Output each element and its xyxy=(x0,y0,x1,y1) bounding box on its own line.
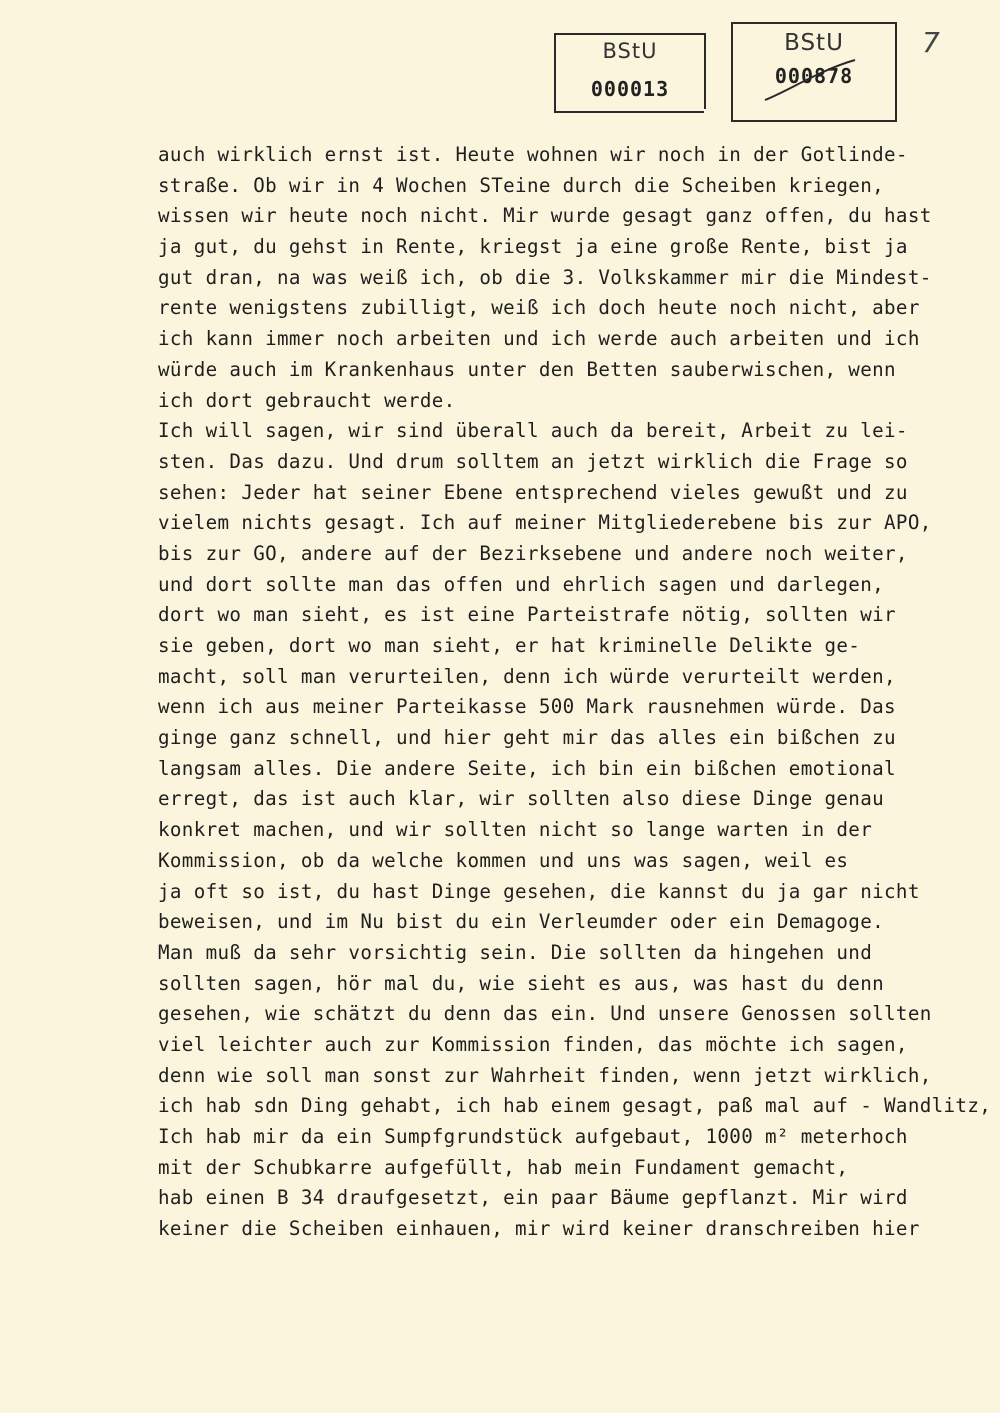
text-line: Ich hab mir da ein Sumpfgrundstück aufgebaut, 1000 m² meterhoch xyxy=(158,1125,908,1148)
text-line: dort wo man sieht, es ist eine Parteistrafe nötig, sollten wir xyxy=(158,603,896,627)
text-line: sie geben, dort wo man sieht, er hat kriminelle Delikte ge- xyxy=(158,634,861,657)
text-line: langsam alles. Die andere Seite, ich bin ein bißchen emotional xyxy=(158,756,896,780)
text-line: Kommission, ob da welche kommen und uns was sagen, weil es xyxy=(158,848,849,872)
text-line: beweisen, und im Nu bist du ein Verleumder oder ein Demagoge. xyxy=(158,910,885,934)
text-line: Ich will sagen, wir sind überall auch da bereit, Arbeit zu lei- xyxy=(158,419,908,443)
typed-body-text xyxy=(158,140,1000,1245)
text-line: ja oft so ist, du hast Dinge gesehen, die kannst du ja gar nicht xyxy=(158,879,920,903)
text-line: ginge ganz schnell, und hier geht mir das alles ein bißchen zu xyxy=(158,726,896,750)
archive-stamp-1 xyxy=(554,33,704,113)
text-line: macht, soll man verurteilen, denn ich würde verurteilt werden, xyxy=(158,664,896,688)
text-line: erregt, das ist auch klar, wir sollten also diese Dinge genau xyxy=(158,787,885,811)
text-line: rente wenigstens zubilligt, weiß ich doch heute noch nicht, aber xyxy=(158,296,920,320)
stamp-2-number: 000878 xyxy=(774,64,854,88)
text-line: gesehen, wie schätzt du denn das ein. Und unsere Genossen sollten xyxy=(158,1002,932,1026)
text-line: mit der Schubkarre aufgefüllt, hab mein Fundament gemacht, xyxy=(158,1155,849,1179)
text-line: wissen wir heute noch nicht. Mir wurde gesagt ganz offen, du hast xyxy=(158,204,932,228)
text-line: hab einen B 34 draufgesetzt, ein paar Bäume gepflanzt. Mir wird xyxy=(158,1186,908,1210)
stamp-strike-through xyxy=(760,55,860,105)
text-line: ja gut, du gehst in Rente, kriegst ja eine große Rente, bist ja xyxy=(158,235,908,259)
stamp-1-label: BStU xyxy=(602,39,658,63)
text-line: ich kann immer noch arbeiten und ich werde auch arbeiten und ich xyxy=(158,327,920,351)
text-line: sollten sagen, hör mal du, wie sieht es aus, was hast du denn xyxy=(158,971,885,995)
page-number: 7 xyxy=(922,26,940,59)
text-line: auch wirklich ernst ist. Heute wohnen wir noch in der Gotlinde- xyxy=(158,143,908,166)
text-line: gut dran, na was weiß ich, ob die 3. Volkskammer mir die Mindest- xyxy=(158,265,932,289)
text-line: bis zur GO, andere auf der Bezirksebene und andere noch weiter, xyxy=(158,541,908,565)
stamp-1-number: 000013 xyxy=(590,77,670,101)
text-line: würde auch im Krankenhaus unter den Betten sauberwischen, wenn xyxy=(158,357,896,381)
text-line: viel leichter auch zur Kommission finden, das möchte ich sagen, xyxy=(158,1032,908,1056)
text-line: Man muß da sehr vorsichtig sein. Die sollten da hingehen und xyxy=(158,940,873,964)
text-line: keiner die Scheiben einhauen, mir wird keiner dranschreiben hier xyxy=(158,1217,920,1241)
text-line: wenn ich aus meiner Parteikasse 500 Mark rausnehmen würde. Das xyxy=(158,695,896,719)
text-line: denn wie soll man sonst zur Wahrheit finden, wenn jetzt wirklich, xyxy=(158,1063,932,1087)
stamp-2-label: BStU xyxy=(784,30,844,56)
text-line: straße. Ob wir in 4 Wochen STeine durch die Scheiben kriegen, xyxy=(158,173,885,197)
text-line: vielem nichts gesagt. Ich auf meiner Mitgliederebene bis zur APO, xyxy=(158,511,932,535)
text-line: ich hab sdn Ding gehabt, ich hab einem gesagt, paß mal auf - Wandlitz, xyxy=(158,1094,992,1118)
text-line: und dort sollte man das offen und ehrlich sagen und darlegen, xyxy=(158,572,885,596)
text-line: konkret machen, und wir sollten nicht so lange warten in der xyxy=(158,818,873,842)
text-line: ich dort gebraucht werde. xyxy=(158,388,456,412)
text-line: sten. Das dazu. Und drum solltem an jetzt wirklich die Frage so xyxy=(158,449,908,473)
text-line: sehen: Jeder hat seiner Ebene entsprechend vieles gewußt und zu xyxy=(158,480,908,504)
